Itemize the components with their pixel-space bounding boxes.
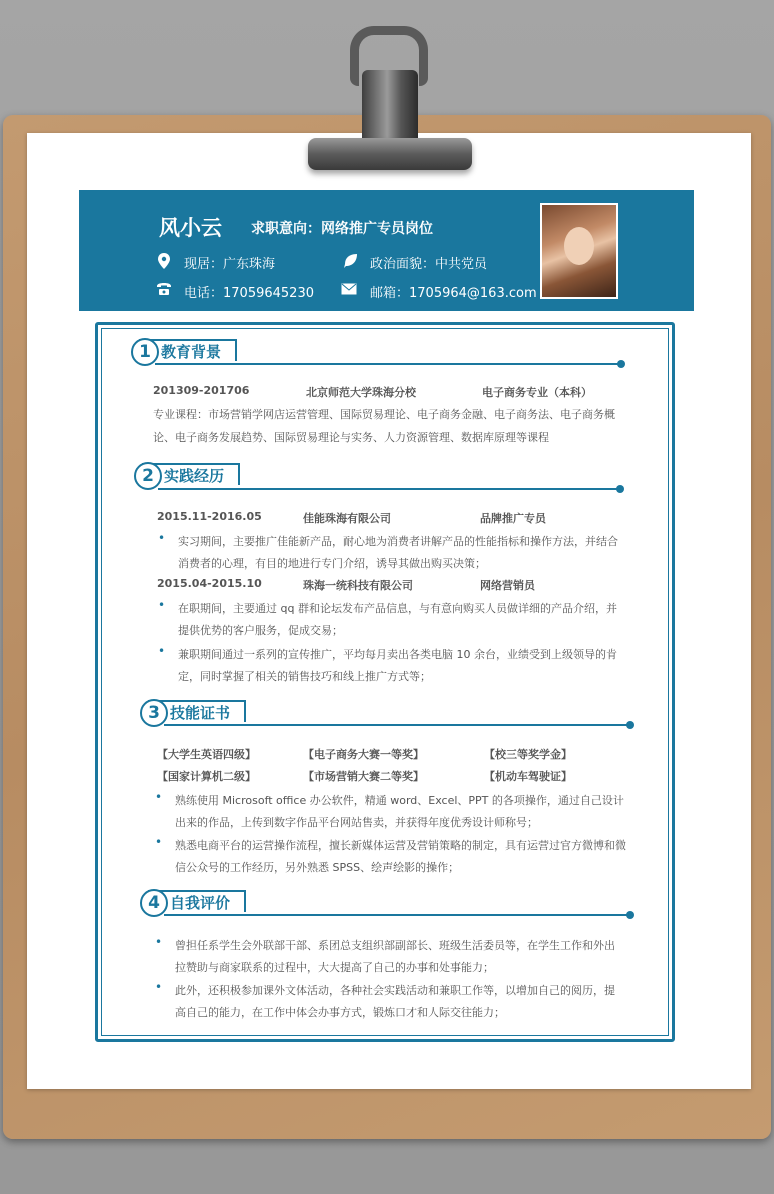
self-item1-line1: 曾担任系学生会外联部干部、系团总支组织部副部长、班级生活委员等，在学生工作和外出 xyxy=(175,939,615,952)
location-icon xyxy=(157,253,171,273)
section-skills-title xyxy=(140,699,250,727)
section-label: 技能证书 xyxy=(170,704,231,722)
leaf-icon xyxy=(343,253,359,273)
section-divider-dot xyxy=(616,485,624,493)
exp1-role: 品牌推广专员 xyxy=(480,512,546,525)
exp2-role: 网络营销员 xyxy=(480,579,535,592)
section-number: 3 xyxy=(140,699,168,727)
self-item2-line1: 此外，还积极参加课外文体活动，各种社会实践活动和兼职工作等，以增加自己的阅历，提 xyxy=(175,984,615,997)
section-label: 教育背景 xyxy=(161,343,222,361)
cert: 【校三等奖学金】 xyxy=(484,748,572,761)
email-address: 邮箱：1705964@163.com xyxy=(370,286,537,301)
section-divider-dot xyxy=(626,911,634,919)
skill-item2-line2: 信公众号的工作经历，另外熟悉 SPSS、绘声绘影的操作； xyxy=(175,861,460,874)
job-intent: 求职意向：网络推广专员岗位 xyxy=(251,221,433,237)
edu-courses-line2: 论、电子商务发展趋势、国际贸易理论与实务、人力资源管理、数据库原理等课程 xyxy=(153,431,549,444)
candidate-name: 风小云 xyxy=(159,216,222,240)
skill-item1-line1: 熟练使用 Microsoft office 办公软件，精通 word、Excel、PPT 的各项操作，通过自己设计 xyxy=(175,794,624,807)
edu-school: 北京师范大学珠海分校 xyxy=(306,386,416,399)
section-divider xyxy=(158,488,620,490)
cert: 【国家计算机二级】 xyxy=(157,770,256,783)
section-education-title xyxy=(131,338,241,366)
self-item1-line2: 拉赞助与商家联系的过程中，大大提高了自己的办事和处事能力； xyxy=(175,961,494,974)
section-divider-dot xyxy=(626,721,634,729)
edu-courses-line1: 专业课程：市场营销学网店运营管理、国际贸易理论、电子商务金融、电子商务法、电子商务概 xyxy=(153,408,615,421)
skill-item1-line2: 出来的作品，上传到数字作品平台网站售卖，并获得年度优秀设计师称号； xyxy=(175,816,538,829)
section-label: 自我评价 xyxy=(170,894,231,912)
section-self-eval-title xyxy=(140,889,250,917)
edu-major: 电子商务专业（本科） xyxy=(482,386,592,399)
exp2-company: 珠海一统科技有限公司 xyxy=(303,579,413,592)
exp2-item2-line2: 定，同时掌握了相关的销售技巧和线上推广方式等； xyxy=(178,670,431,683)
exp2-item1-line1: 在职期间，主要通过 qq 群和论坛发布产品信息，与有意向购买人员做详细的产品介绍，并 xyxy=(178,602,617,615)
bullet: • xyxy=(158,531,166,545)
bullet: • xyxy=(155,790,163,804)
cert: 【大学生英语四级】 xyxy=(157,748,256,761)
political-status: 政治面貌：中共党员 xyxy=(370,257,488,272)
edu-period: 201309-201706 xyxy=(153,384,250,397)
section-experience-title xyxy=(134,462,244,490)
phone-number: 电话：17059645230 xyxy=(184,286,314,301)
resume-header xyxy=(79,190,694,311)
exp1-item1-line2: 消费者的心理，有目的地进行专门介绍，诱导其做出购买决策； xyxy=(178,557,486,570)
cert: 【电子商务大赛一等奖】 xyxy=(303,748,424,761)
section-divider-dot xyxy=(617,360,625,368)
section-number: 1 xyxy=(131,338,159,366)
bullet: • xyxy=(158,644,166,658)
exp1-item1-line1: 实习期间，主要推广佳能新产品，耐心地为消费者讲解产品的性能指标和操作方法，并结合 xyxy=(178,535,618,548)
exp2-period: 2015.04-2015.10 xyxy=(157,577,262,590)
exp1-company: 佳能珠海有限公司 xyxy=(303,512,391,525)
exp2-item1-line2: 提供优势的客户服务，促成交易； xyxy=(178,624,343,637)
section-number: 4 xyxy=(140,889,168,917)
exp2-item2-line1: 兼职期间通过一系列的宣传推广，平均每月卖出各类电脑 10 余台，业绩受到上级领导的肯 xyxy=(178,648,617,661)
bullet: • xyxy=(158,598,166,612)
bullet: • xyxy=(155,935,163,949)
phone-icon xyxy=(156,282,172,300)
section-divider xyxy=(164,724,630,726)
cert: 【机动车驾驶证】 xyxy=(484,770,572,783)
clip-icon xyxy=(300,26,480,178)
cert: 【市场营销大赛二等奖】 xyxy=(303,770,424,783)
mail-icon xyxy=(341,283,357,299)
section-number: 2 xyxy=(134,462,162,490)
profile-photo xyxy=(540,203,618,299)
bullet: • xyxy=(155,835,163,849)
exp1-period: 2015.11-2016.05 xyxy=(157,510,262,523)
section-divider xyxy=(155,363,621,365)
residence: 现居：广东珠海 xyxy=(184,257,276,272)
self-item2-line2: 高自己的能力，在工作中体会办事方式，锻炼口才和人际交往能力； xyxy=(175,1006,505,1019)
section-label: 实践经历 xyxy=(164,467,225,485)
skill-item2-line1: 熟悉电商平台的运营操作流程，擅长新媒体运营及营销策略的制定，具有运营过官方微博和微 xyxy=(175,839,626,852)
section-divider xyxy=(164,914,630,916)
bullet: • xyxy=(155,980,163,994)
